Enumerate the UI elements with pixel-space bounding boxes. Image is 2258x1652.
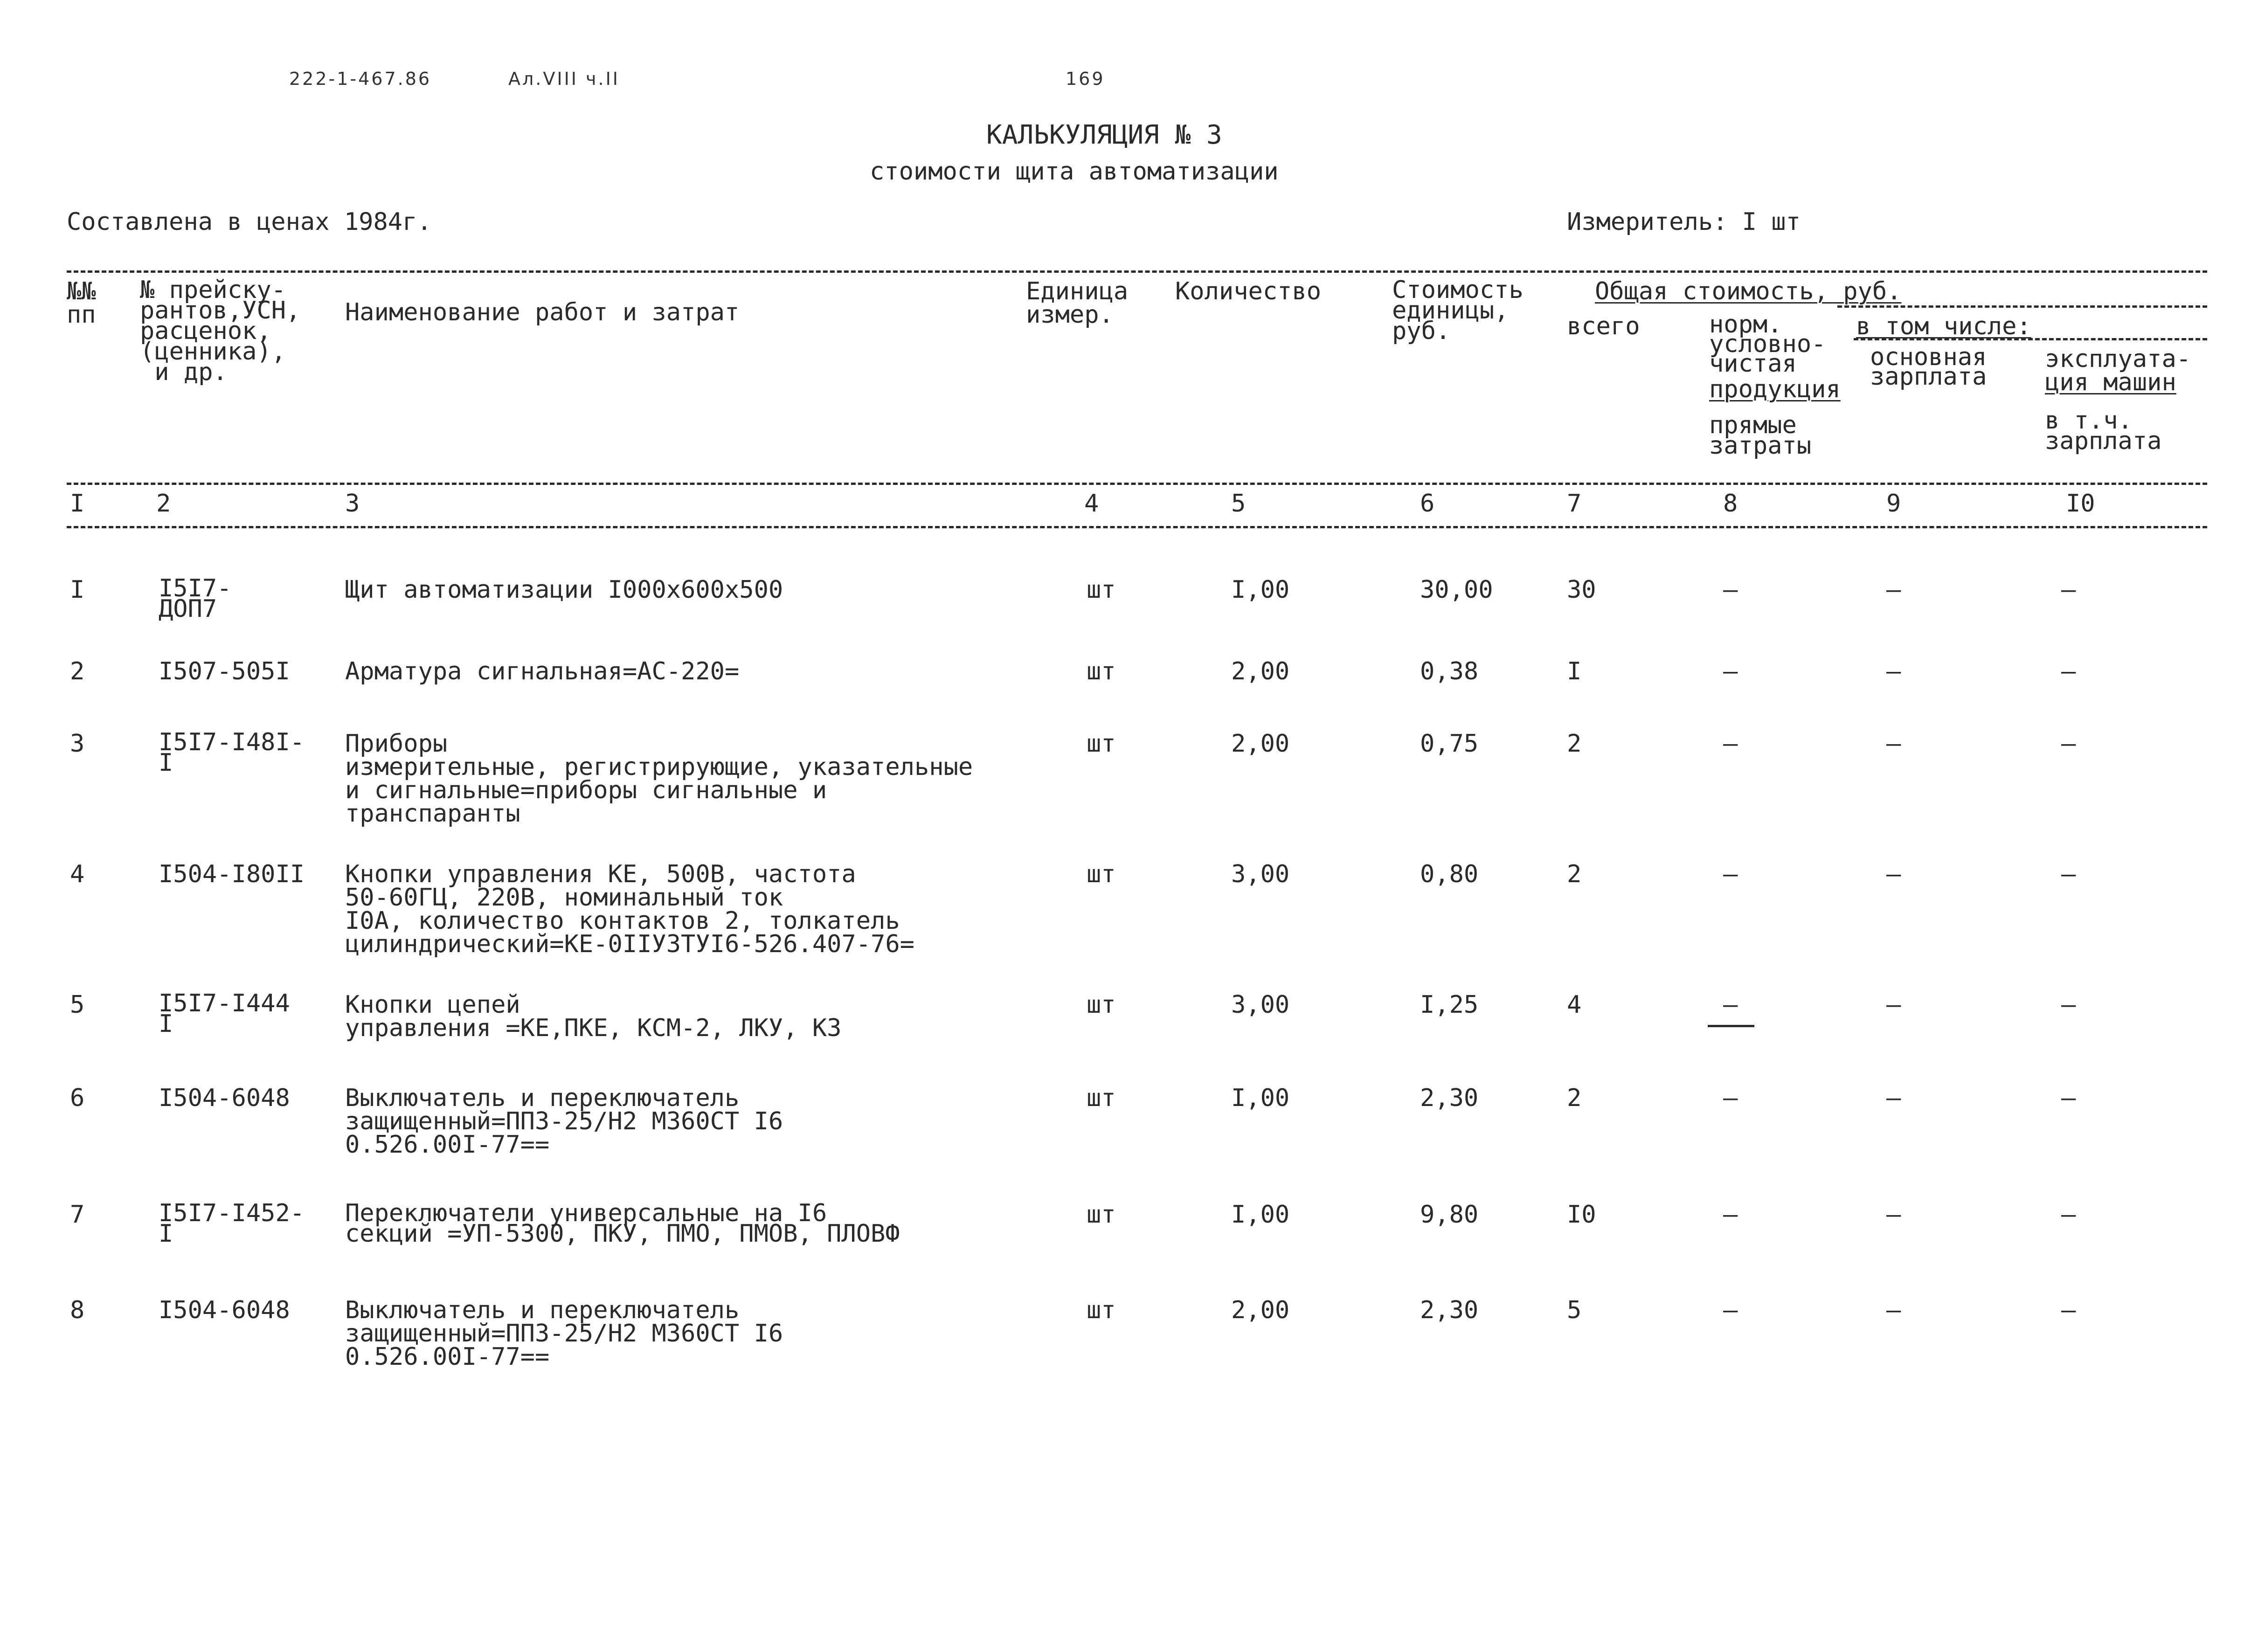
row-c9: –	[1886, 576, 1901, 604]
row-name: Выключатель и переключатель защищенный=ППЗ-25/Н2 М360СТ I6 0.526.00I-77==	[345, 1084, 783, 1159]
row-total: 2	[1567, 730, 1582, 758]
group-rule	[1837, 305, 2207, 308]
row-c8: –	[1723, 730, 1738, 758]
page-number: 169	[1066, 69, 1105, 89]
row-name: Приборы измерительные, регистрирующие, указательные и сигнальные=приборы сигнальные и транспаранты	[345, 730, 973, 828]
row-number: 4	[70, 860, 85, 888]
row-total: 5	[1567, 1296, 1582, 1324]
row-c10: –	[2061, 1084, 2076, 1112]
row-name: Кнопки управления КЕ, 500В, частота 50-60ГЦ, 220В, номинальный ток I0А, количество контактов 2, толкатель цилиндрический=КЕ-0IIУЗТУI6-526.407-76=	[345, 860, 914, 958]
row-number: 7	[70, 1201, 85, 1229]
header-direct-costs: прямые затраты	[1709, 411, 1812, 460]
row-c9: –	[1886, 991, 1901, 1019]
row-c9: –	[1886, 657, 1901, 685]
number-row-rule	[67, 526, 2207, 528]
row-c10: –	[2061, 657, 2076, 685]
colnum-2: 2	[156, 490, 171, 518]
row-unit: шт	[1087, 991, 1116, 1019]
row-name: Щит автоматизации I000x600x500	[345, 576, 783, 604]
header-bottom-rule	[67, 483, 2207, 485]
row-name: Арматура сигнальная=АС-220=	[345, 657, 740, 685]
header-row-number: №№ пп	[67, 277, 96, 329]
row-price: 2,30	[1420, 1084, 1479, 1112]
header-machines-ul: ция машин	[2045, 368, 2176, 396]
colnum-1: I	[70, 490, 85, 518]
underline-mark	[1708, 1025, 1754, 1027]
row-code: I504-6048	[159, 1084, 290, 1112]
header-machines: эксплуата-	[2045, 345, 2191, 373]
row-name: Переключатели универсальные на I6 секций =УП-5300, ПКУ, ПМО, ПМОВ, ПЛОВФ	[345, 1199, 900, 1248]
header-total-group: Общая стоимость, руб.	[1595, 277, 1902, 305]
row-code: I5I7-I444 I	[159, 989, 290, 1038]
row-unit: шт	[1087, 1084, 1116, 1112]
row-price: 2,30	[1420, 1296, 1479, 1324]
colnum-10: I0	[2066, 490, 2095, 518]
document-title: КАЛЬКУЛЯЦИЯ № 3	[986, 120, 1222, 150]
row-c8: –	[1723, 657, 1738, 685]
row-number: 3	[70, 730, 85, 758]
row-qty: 2,00	[1231, 1296, 1290, 1324]
row-c10: –	[2061, 1201, 2076, 1229]
row-unit: шт	[1087, 730, 1116, 758]
row-price: 9,80	[1420, 1201, 1479, 1229]
row-price: 0,75	[1420, 730, 1479, 758]
row-total: 30	[1567, 576, 1596, 604]
header-unit: Единица измер.	[1026, 277, 1129, 329]
colnum-6: 6	[1420, 490, 1435, 518]
row-price: 0,80	[1420, 860, 1479, 888]
header-base-salary: основная зарплата	[1870, 343, 1987, 391]
row-qty: 2,00	[1231, 657, 1290, 685]
measure-note: Измеритель: I шт	[1567, 208, 1801, 236]
row-number: I	[70, 576, 85, 604]
header-machines-salary: в т.ч. зарплата	[2045, 407, 2162, 455]
row-total: I	[1567, 657, 1582, 685]
colnum-4: 4	[1084, 490, 1099, 518]
row-number: 5	[70, 991, 85, 1019]
row-total: I0	[1567, 1201, 1596, 1229]
album-ref: Ал.VIII ч.II	[508, 69, 620, 89]
row-code: I5I7- ДОП7	[159, 574, 232, 623]
colnum-8: 8	[1723, 490, 1738, 518]
row-code: I507-505I	[159, 657, 290, 685]
row-number: 2	[70, 657, 85, 685]
header-net-product-ul: продукция	[1709, 375, 1841, 403]
row-unit: шт	[1087, 1296, 1116, 1324]
row-c8: –	[1723, 1296, 1738, 1324]
row-c8: –	[1723, 1201, 1738, 1229]
row-total: 2	[1567, 1084, 1582, 1112]
header-price-list: № прейску- рантов,УСН, расценок, (ценника), и др.	[140, 276, 301, 386]
row-code: I5I7-I452- I	[159, 1199, 305, 1248]
row-qty: I,00	[1231, 576, 1290, 604]
row-qty: 2,00	[1231, 730, 1290, 758]
colnum-9: 9	[1886, 490, 1901, 518]
row-code: I504-I80II	[159, 860, 305, 888]
row-unit: шт	[1087, 576, 1116, 604]
row-unit: шт	[1087, 860, 1116, 888]
table-top-rule	[67, 270, 2207, 273]
row-c9: –	[1886, 730, 1901, 758]
row-name: Кнопки цепей управления =КЕ,ПКЕ, КСМ-2, ЛКУ, КЗ	[345, 991, 842, 1042]
header-unit-cost: Стоимость единицы, руб.	[1392, 276, 1524, 345]
row-c10: –	[2061, 1296, 2076, 1324]
row-total: 2	[1567, 860, 1582, 888]
header-quantity: Количество	[1175, 277, 1322, 305]
row-code: I5I7-I48I- I	[159, 728, 305, 777]
row-code: I504-6048	[159, 1296, 290, 1324]
row-unit: шт	[1087, 657, 1116, 685]
row-c10: –	[2061, 730, 2076, 758]
row-c9: –	[1886, 1084, 1901, 1112]
row-total: 4	[1567, 991, 1582, 1019]
row-unit: шт	[1087, 1201, 1116, 1229]
doc-code: 222-1-467.86	[289, 69, 432, 89]
header-net-product: норм. условно- чистая	[1709, 311, 1826, 378]
document-subtitle: стоимости щита автоматизации	[870, 158, 1279, 186]
row-name: Выключатель и переключатель защищенный=ППЗ-25/Н2 М360СТ I6 0.526.00I-77==	[345, 1296, 783, 1371]
colnum-5: 5	[1231, 490, 1246, 518]
row-c8: –	[1723, 860, 1738, 888]
row-number: 6	[70, 1084, 85, 1112]
row-price: I,25	[1420, 991, 1479, 1019]
row-number: 8	[70, 1296, 85, 1324]
row-price: 0,38	[1420, 657, 1479, 685]
colnum-7: 7	[1567, 490, 1582, 518]
row-c9: –	[1886, 1296, 1901, 1324]
header-name: Наименование работ и затрат	[345, 298, 740, 326]
row-qty: I,00	[1231, 1201, 1290, 1229]
row-qty: 3,00	[1231, 991, 1290, 1019]
row-c8: –	[1723, 1084, 1738, 1112]
row-c8: –	[1723, 576, 1738, 604]
colnum-3: 3	[345, 490, 360, 518]
row-c8: –	[1723, 991, 1738, 1019]
row-qty: 3,00	[1231, 860, 1290, 888]
row-c9: –	[1886, 1201, 1901, 1229]
row-c10: –	[2061, 860, 2076, 888]
row-c10: –	[2061, 991, 2076, 1019]
header-including: в том числе:	[1856, 312, 2031, 340]
row-c9: –	[1886, 860, 1901, 888]
header-total: всего	[1567, 312, 1640, 340]
row-c10: –	[2061, 576, 2076, 604]
row-qty: I,00	[1231, 1084, 1290, 1112]
prices-note: Составлена в ценах 1984г.	[67, 208, 432, 236]
row-price: 30,00	[1420, 576, 1493, 604]
